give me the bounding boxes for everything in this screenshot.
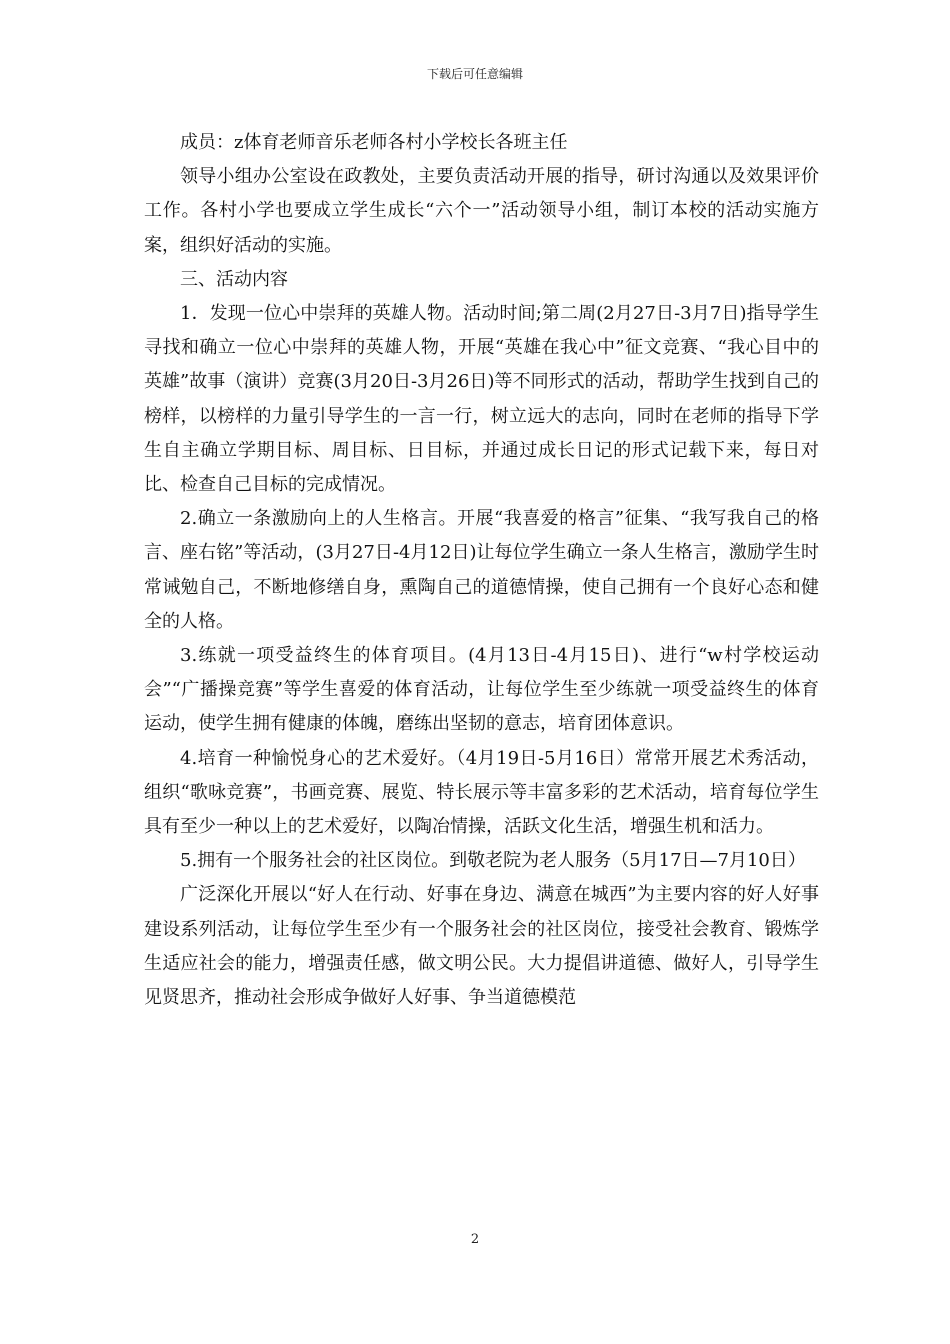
paragraph-item-5-community: 5.拥有一个服务社会的社区岗位。到敬老院为老人服务（5月17日—7月10日） [180, 850, 806, 872]
paragraph-members: 成员：z体育老师音乐老师各村小学校长各班主任 [180, 132, 568, 153]
paragraph-item-1-hero: 1．发现一位心中崇拜的英雄人物。活动时间;第二周(2月27日-3月7日)指导学生寻找和确立一位心中崇拜的英雄人物，开展“英雄在我心中”征文竞赛、“我心目中的英雄”故事（演讲）竞赛(3月20日-3月26日)等不同形式的活动，帮助学生找到自己的榜样，以榜样的力量引导学生的一言一行，树立远大的志向，同时在老师的指导下学生自主确立学期目标、周目标、日目标，并通过成长日记的形式记载下来，每日对比、检查自己目标的完成情况。 [144, 303, 819, 496]
section-heading-activity-content: 三、活动内容 [180, 268, 288, 290]
document-body [144, 126, 819, 1015]
page-number: 2 [470, 1232, 480, 1247]
paragraph-good-deeds: 广泛深化开展以“好人在行动、好事在身边、满意在城西”为主要内容的好人好事建设系列活动，让每位学生至少有一个服务社会的社区岗位，接受社会教育、锻炼学生适应社会的能力，增强责任感，做文明公民。大力提倡讲道德、做好人，引导学生见贤思齐，推动社会形成争做好人好事、争当道德模范 [144, 884, 819, 1009]
paragraph-item-2-motto: 2.确立一条激励向上的人生格言。开展“我喜爱的格言”征集、“我写我自己的格言、座右铭”等活动，(3月27日-4月12日)让每位学生确立一条人生格言，激励学生时常诫勉自己，不断地修缮自身，熏陶自己的道德情操，使自己拥有一个良好心态和健全的人格。 [144, 508, 819, 632]
page-header: 下载后可任意编辑 [426, 67, 523, 81]
paragraph-item-4-art: 4.培育一种愉悦身心的艺术爱好。（4月19日-5月16日）常常开展艺术秀活动，组织“歌咏竞赛”，书画竞赛、展览、特长展示等丰富多彩的艺术活动，培育每位学生具有至少一种以上的艺术爱好，以陶冶情操，活跃文化生活，增强生机和活力。 [144, 747, 819, 838]
paragraph-office: 领导小组办公室设在政教处，主要负责活动开展的指导，研讨沟通以及效果评价工作。各村小学也要成立学生成长“六个一”活动领导小组，制订本校的活动实施方案，组织好活动的实施。 [144, 166, 819, 256]
paragraph-item-3-sports: 3.练就一项受益终生的体育项目。(4月13日-4月15日)、进行“w村学校运动会”“广播操竞赛”等学生喜爱的体育活动，让每位学生至少练就一项受益终生的体育运动，使学生拥有健康的体魄，磨练出坚韧的意志，培育团体意识。 [144, 645, 819, 735]
